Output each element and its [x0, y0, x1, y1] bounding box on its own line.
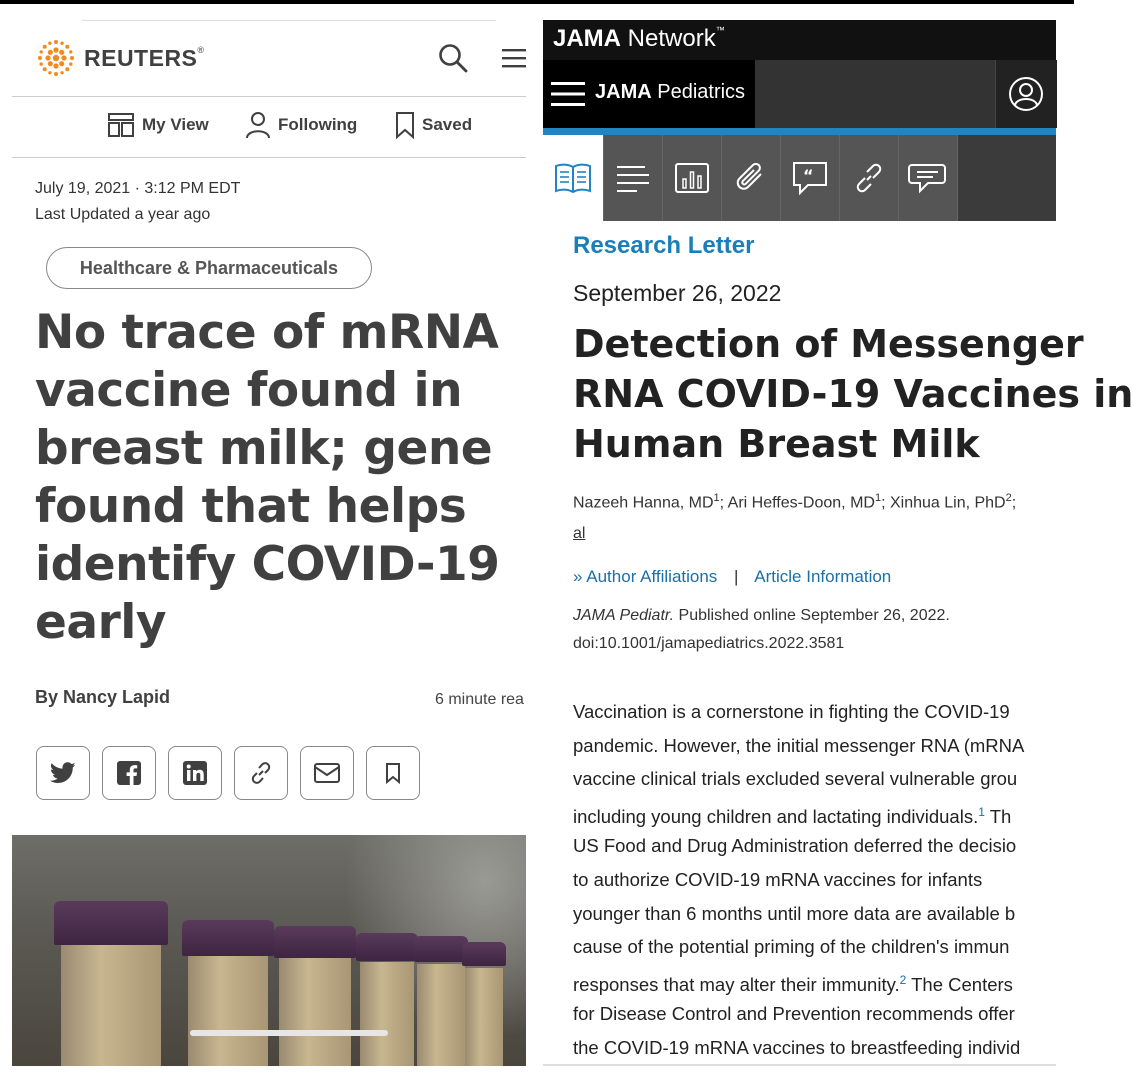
jama-article-panel — [543, 20, 1133, 1066]
read-time: 6 minute rea — [435, 691, 524, 708]
doi: doi:10.1001/jamapediatrics.2022.3581 — [573, 635, 845, 652]
tab-related[interactable] — [840, 135, 899, 221]
my-view-link[interactable]: My View — [107, 111, 209, 139]
copy-link-button[interactable] — [234, 746, 288, 800]
share-buttons — [36, 746, 432, 800]
jama-pediatrics-bar — [543, 60, 1056, 128]
journal-title[interactable]: JAMA Pediatrics — [595, 81, 746, 103]
tab-cite[interactable] — [781, 135, 840, 221]
layout-icon — [107, 111, 135, 139]
user-account-button[interactable] — [995, 60, 1057, 128]
milk-tube — [414, 936, 468, 1066]
hamburger-menu-icon[interactable] — [551, 80, 585, 108]
facebook-share-button[interactable] — [102, 746, 156, 800]
reuters-wordmark: REUTERS® — [84, 44, 205, 71]
author-affiliations-link[interactable]: Author Affiliations — [586, 567, 718, 586]
reuters-logo-icon — [36, 38, 76, 78]
updated-date: Last Updated a year ago — [35, 206, 211, 223]
open-book-icon — [554, 162, 592, 194]
jama-network-logo[interactable]: JAMA Network™ — [553, 25, 725, 52]
twitter-share-button[interactable] — [36, 746, 90, 800]
citation: JAMA Pediatr. Published online September 26, 2022. doi:10.1001/jamapediatrics.2022.3581 — [573, 602, 950, 658]
person-icon — [245, 111, 271, 139]
svg-text:“: “ — [803, 166, 814, 185]
article-dates — [35, 176, 240, 228]
article-information-link[interactable]: Article Information — [754, 567, 892, 586]
milk-tube — [54, 901, 168, 1066]
twitter-icon — [50, 762, 76, 784]
article-headline: No trace of mRNA vaccine found in breast milk; gene found that helps identify COVID-19 early — [35, 305, 500, 650]
chain-link-icon — [851, 160, 887, 196]
article-type: Research Letter — [573, 232, 755, 259]
text-lines-icon — [615, 164, 651, 192]
tab-article[interactable] — [543, 135, 604, 221]
tab-sections[interactable] — [604, 135, 663, 221]
bar-chart-icon — [674, 162, 710, 194]
home-indicator[interactable] — [190, 1030, 388, 1036]
linkedin-share-button[interactable] — [168, 746, 222, 800]
milk-tube — [462, 942, 506, 1066]
quote-icon — [792, 161, 828, 195]
tab-comments[interactable] — [899, 135, 958, 221]
facebook-icon — [117, 761, 141, 785]
article-toolbar — [543, 135, 1056, 221]
milk-tube — [274, 926, 356, 1066]
milk-tube — [182, 920, 274, 1066]
author-link[interactable]: Nazeeh Hanna, MD — [573, 494, 714, 512]
paperclip-icon — [733, 160, 769, 196]
author-byline[interactable]: By Nancy Lapid — [35, 687, 171, 707]
reference-link[interactable]: 1 — [978, 804, 985, 819]
milk-tube — [356, 933, 418, 1066]
reuters-header — [12, 20, 526, 97]
save-article-button[interactable] — [366, 746, 420, 800]
email-icon — [313, 762, 341, 784]
reuters-article-panel — [12, 20, 526, 1066]
menu-icon[interactable] — [500, 42, 526, 74]
jama-network-bar — [543, 20, 1056, 60]
link-icon — [248, 760, 274, 786]
email-share-button[interactable] — [300, 746, 354, 800]
article-title: Detection of Messenger RNA COVID-19 Vaccines in Human Breast Milk — [573, 322, 1133, 466]
reuters-logo[interactable] — [36, 38, 205, 78]
linkedin-icon — [183, 761, 207, 785]
tab-supplements[interactable] — [722, 135, 781, 221]
publish-date: July 19, 2021 · 3:12 PM EDT — [35, 180, 241, 197]
search-icon[interactable] — [437, 42, 469, 74]
reuters-subnav — [12, 97, 526, 158]
bookmark-icon — [395, 111, 415, 139]
article-body: Vaccination is a cornerstone in fighting the COVID-19 pandemic. However, the initial messenger RNA (mRNA vaccine clinical trials excluded several vulnerable grou including young children and lactating individuals.$^1$ Th US Food and Drug Administration deferred the decisio to authorize COVID-19 mRNA vaccines for infants younger than 6 months until more data are available b cause of the potential priming of the children's immun responses that may alter their immunity.$^2$ The Centers for Disease Control and Prevention recommends offer the COVID-19 mRNA vaccines to breastfeeding individ — [573, 701, 1025, 1058]
author-list: Nazeeh Hanna, $MD^1$; Ari Heffes-Doon, $MD^1$; Xinhua Lin, PhD$^2$; — [573, 492, 1017, 512]
reference-link[interactable]: 2 — [899, 972, 907, 987]
top-border — [0, 0, 1074, 4]
following-link[interactable]: Following — [245, 111, 357, 139]
et-al-link[interactable]: al — [573, 525, 586, 542]
user-icon — [1008, 76, 1044, 112]
article-date: September 26, 2022 — [573, 280, 782, 306]
category-tag[interactable]: Healthcare & Pharmaceuticals — [46, 247, 372, 289]
comment-icon — [908, 161, 948, 195]
saved-link[interactable]: Saved — [395, 111, 472, 139]
tab-figures[interactable] — [663, 135, 722, 221]
article-links: » Author Affiliations | Article Information — [573, 567, 892, 586]
chevron-icon: » — [573, 567, 583, 586]
bookmark-icon — [385, 762, 401, 784]
accent-bar — [543, 128, 1056, 135]
